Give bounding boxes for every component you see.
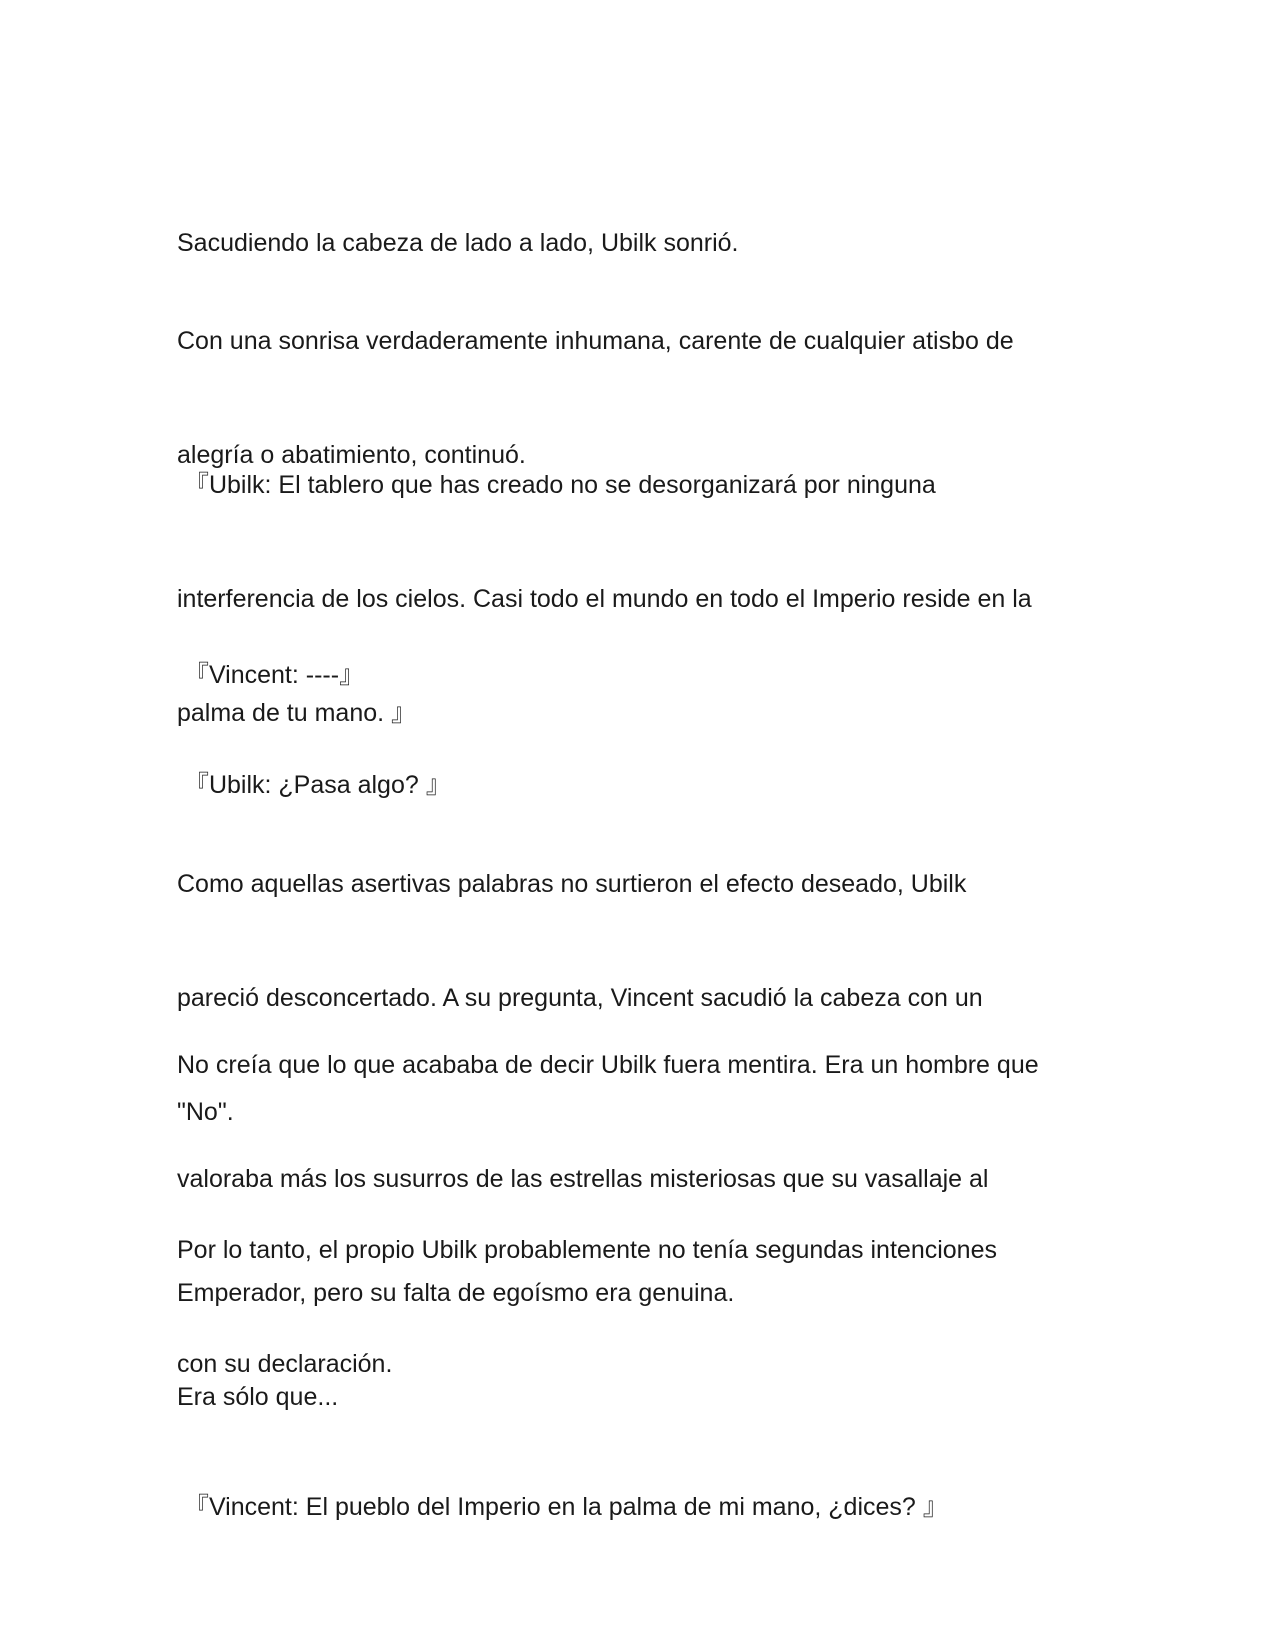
paragraph-10-dialogue <box>177 1412 1097 1602</box>
text-line: No creía que lo que acababa de decir Ubilk fuera mentira. Era un hombre que <box>177 1051 1039 1079</box>
text-line: Era sólo que... <box>177 1383 339 1411</box>
text-line: "No". <box>177 1098 234 1126</box>
text-line: interferencia de los cielos. Casi todo el mundo en todo el Imperio reside en la <box>177 585 1032 613</box>
text-line: Sacudiendo la cabeza de lado a lado, Ubilk sonrió. <box>177 229 739 257</box>
text-line: valoraba más los susurros de las estrellas misteriosas que su vasallaje al <box>177 1165 989 1193</box>
text-line: 『Vincent: ----』 <box>177 661 365 689</box>
text-line: Por lo tanto, el propio Ubilk probablemente no tenía segundas intenciones <box>177 1236 997 1264</box>
text-line: alegría o abatimiento, continuó. <box>177 441 526 469</box>
text-line: 『Ubilk: El tablero que has creado no se desorganizará por ninguna <box>177 471 936 499</box>
text-line: 『Vincent: El pueblo del Imperio en la palma de mi mano, ¿dices? 』 <box>177 1493 948 1521</box>
text-line: 『Ubilk: ¿Pasa algo? 』 <box>177 771 451 799</box>
text-line: Con una sonrisa verdaderamente inhumana, carente de cualquier atisbo de <box>177 327 1014 355</box>
text-line: Como aquellas asertivas palabras no surtieron el efecto deseado, Ubilk <box>177 870 967 898</box>
text-line: pareció desconcertado. A su pregunta, Vincent sacudió la cabeza con un <box>177 984 983 1012</box>
text-line: palma de tu mano. 』 <box>177 699 417 727</box>
text-line: con su declaración. <box>177 1350 393 1378</box>
text-line: Emperador, pero su falta de egoísmo era genuina. <box>177 1279 735 1307</box>
